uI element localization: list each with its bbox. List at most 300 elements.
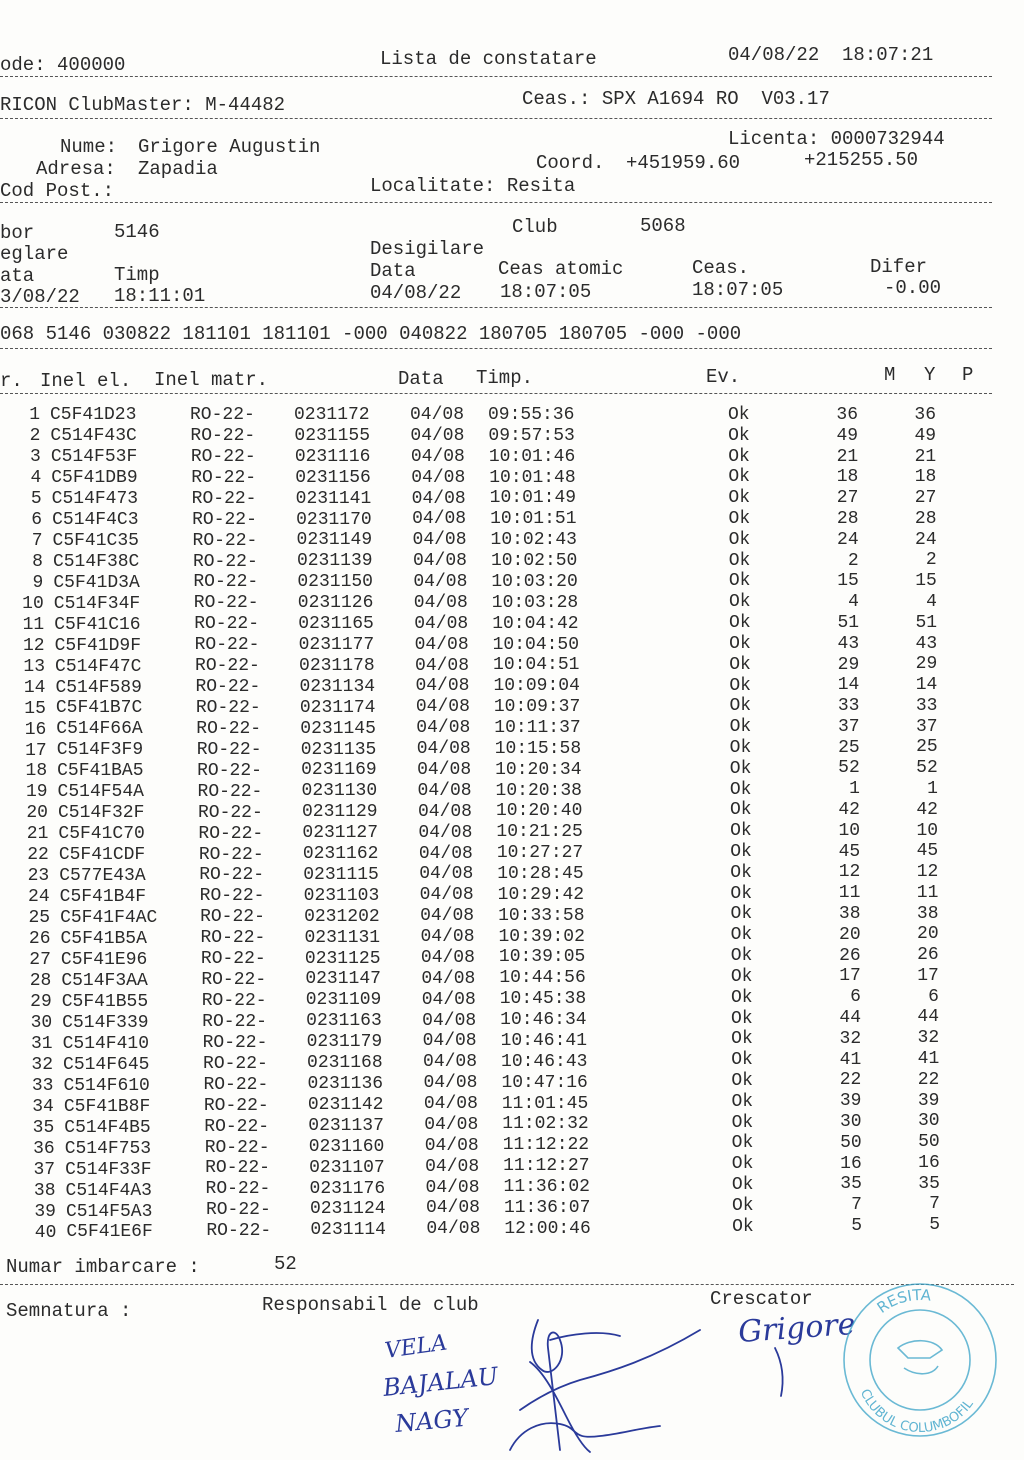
table-row [10,737,1010,762]
position-m: 29 [837,654,860,675]
position-m: 27 [836,488,859,509]
ring-electronic: C514F753 [64,1138,152,1159]
divider [0,348,992,349]
ring-number: 0231130 [301,781,378,802]
table-row [10,778,1010,803]
ring-electronic: C514F33F [65,1159,152,1180]
seal-time: 18:11:01 [114,285,206,307]
position-y: 25 [916,737,938,758]
event-status: Ok [729,758,752,779]
ring-number: 0231155 [294,425,371,446]
arrival-date: 04/08 [423,1073,478,1094]
ring-number: 0231103 [303,885,380,906]
license-number: Licenta: 0000732944 [728,128,945,150]
divider [0,118,992,119]
ring-prefix: RO-22- [201,991,267,1012]
arrival-time: 09:57:53 [488,425,575,446]
ring-electronic: C5F41C35 [52,530,139,551]
position-y: 24 [915,529,937,550]
position-m: 4 [848,592,859,613]
ring-prefix: RO-22- [206,1221,272,1242]
position-y: 18 [914,467,937,488]
arrival-date: 04/08 [423,1094,478,1115]
arrival-time: 10:11:37 [494,717,581,738]
arrival-time: 11:36:07 [503,1197,591,1218]
arrival-date: 04/08 [426,1219,481,1240]
boarding-count: 52 [274,1253,297,1275]
event-status: Ok [728,592,751,613]
row-number: 7 [31,530,43,551]
event-status: Ok [729,717,752,738]
table-row [10,531,1010,552]
position-m: 38 [838,904,861,924]
position-m: 44 [839,1007,862,1028]
difference-label: Difer [870,256,928,278]
ring-prefix: RO-22- [195,677,261,698]
ring-number: 0231125 [304,948,381,969]
col-header-m: M [884,364,896,386]
table-row [10,591,1010,615]
club-label: Club [512,216,558,238]
arrival-time: 10:27:27 [496,843,584,864]
code-label: ode: 400000 [0,54,126,76]
ring-prefix: RO-22- [198,844,264,865]
arrival-date: 04/08 [415,655,470,676]
arrival-time: 10:20:40 [495,801,583,822]
table-row [10,489,1010,510]
position-y: 35 [918,1173,940,1194]
arrival-time: 10:01:51 [490,509,577,530]
row-number: 17 [25,740,47,761]
ring-number: 0231124 [309,1199,386,1220]
ring-electronic: C5F41C16 [54,614,141,635]
position-y: 1 [927,778,938,799]
row-number: 24 [28,887,50,908]
ring-prefix: RO-22- [192,530,258,551]
event-status: Ok [729,800,752,821]
arrival-date: 04/08 [421,989,476,1010]
col-header-time: Timp. [476,367,534,389]
event-status: Ok [728,467,750,488]
event-status: Ok [731,1133,754,1154]
print-datetime: 04/08/22 18:07:21 [728,44,934,66]
position-y: 2 [925,550,937,571]
arrival-time: 11:12:27 [503,1156,590,1177]
position-m: 39 [839,1091,862,1112]
handwritten-vela: VELA [383,1330,449,1364]
arrival-date: 04/08 [417,780,472,801]
ring-number: 0231202 [304,906,380,927]
position-y: 38 [916,903,939,924]
ring-electronic: C514F43C [50,425,137,446]
position-m: 30 [839,1111,862,1132]
position-y: 27 [914,488,937,509]
arrival-time: 10:01:49 [489,488,577,509]
event-status: Ok [730,946,753,967]
ring-electronic: C514F3F9 [56,740,144,761]
position-y: 15 [915,571,937,592]
ring-prefix: RO-22- [205,1200,271,1221]
ring-electronic: C514F34F [53,593,141,614]
position-y: 33 [915,695,938,716]
row-number: 19 [25,782,48,803]
boarding-label: Numar imbarcare : [6,1256,200,1278]
arrival-date: 04/08 [413,572,468,593]
ring-number: 0231150 [297,572,373,593]
row-number: 33 [31,1076,54,1097]
ring-number: 0231156 [295,467,371,488]
row-number: 22 [27,845,49,866]
divider [0,393,992,394]
ring-electronic: C514F610 [63,1075,150,1096]
ring-electronic: C514F589 [55,677,142,698]
arrival-date: 04/08 [422,1010,477,1031]
seal-time-label: Timp [114,264,160,286]
position-m: 51 [837,612,860,633]
ring-electronic: C577E43A [59,866,146,887]
event-status: Ok [729,654,751,675]
event-status: Ok [728,405,750,425]
position-y: 39 [917,1090,940,1111]
ring-electronic: C5F41D9F [54,635,142,656]
col-header-ring-el: Inel el. [40,370,132,392]
position-m: 52 [838,758,860,779]
position-y: 52 [916,758,938,779]
seal-date-label: ata [0,265,35,287]
table-row [10,758,1010,782]
col-header-p: P [962,364,974,386]
position-m: 24 [837,529,859,550]
ring-electronic: C514F339 [62,1012,149,1033]
arrival-time: 10:15:58 [494,738,582,759]
position-y: 30 [917,1111,940,1132]
position-y: 36 [914,405,936,425]
arrival-date: 04/08 [410,405,465,425]
ring-electronic: C514F47C [55,656,142,677]
ring-electronic: C5F41BA5 [57,761,144,782]
table-row [10,510,1010,531]
position-m: 28 [836,508,859,529]
coord-latitude: +451959.60 [626,152,741,174]
row-number: 21 [26,824,49,845]
position-m: 20 [839,924,861,945]
arrival-date: 04/08 [419,864,474,885]
ring-prefix: RO-22- [205,1158,270,1179]
row-number: 14 [23,677,46,698]
arrival-time: 10:21:25 [496,822,583,843]
position-m: 6 [850,987,861,1008]
ring-prefix: RO-22- [202,1011,267,1032]
event-status: Ok [728,509,751,530]
divider [0,307,992,308]
ring-electronic: C5F41B55 [61,991,149,1012]
ring-prefix: RO-22- [191,467,257,488]
row-number: 4 [30,467,42,488]
ring-prefix: RO-22- [193,572,259,593]
position-y: 41 [917,1049,940,1070]
row-number: 6 [31,509,43,530]
ring-electronic: C514F32F [57,803,145,824]
ring-number: 0231179 [306,1032,383,1053]
position-m: 45 [838,841,861,862]
arrival-time: 10:01:46 [488,446,576,467]
arrival-time: 10:46:34 [500,1010,587,1031]
unseal-date: 04/08/22 [370,282,462,304]
arrival-date: 04/08 [414,613,469,634]
table-row [10,654,1010,678]
arrival-date: 04/08 [416,718,471,739]
bor-label: bor [0,222,35,244]
arrival-time: 10:46:41 [500,1030,588,1051]
name-label: Nume: [60,136,118,158]
position-m: 32 [839,1028,862,1049]
ring-electronic: C514F4C3 [52,509,139,530]
arrival-date: 04/08 [410,425,465,446]
club-stamp [838,1278,1002,1442]
row-number: 16 [24,719,47,740]
club-value: 5068 [640,215,686,237]
position-y: 43 [915,633,938,654]
coord-longitude: +215255.50 [804,149,919,171]
col-header-y: Y [924,364,936,386]
ring-electronic: C5F41B7C [55,698,143,719]
event-status: Ok [728,550,751,571]
ring-electronic: C5F41E6F [66,1222,153,1243]
ring-electronic: C514F38C [52,551,140,572]
ring-number: 0231126 [297,593,374,614]
event-status: Ok [728,446,750,467]
ring-prefix: RO-22- [204,1116,270,1137]
row-number: 8 [32,551,43,572]
row-number: 35 [32,1117,55,1138]
ring-electronic: C514F4B5 [64,1117,151,1138]
ring-electronic: C5F41C70 [58,824,145,845]
row-number: 13 [23,656,46,677]
event-status: Ok [728,425,750,446]
row-number: 25 [28,908,51,929]
ring-prefix: RO-22- [202,1032,268,1053]
ring-prefix: RO-22- [195,698,261,719]
position-m: 49 [836,425,859,446]
position-m: 35 [840,1174,862,1195]
arrival-date: 04/08 [411,467,466,488]
ring-number: 0231169 [301,760,377,781]
position-y: 49 [914,425,937,446]
position-m: 11 [838,883,861,904]
ring-prefix: RO-22- [204,1137,270,1158]
position-y: 44 [917,1007,940,1028]
position-y: 21 [914,446,937,467]
ring-prefix: RO-22- [198,823,264,844]
table-row [10,552,1010,573]
position-y: 7 [929,1194,940,1215]
arrival-time: 10:39:02 [498,926,585,947]
event-status: Ok [730,966,753,987]
ring-number: 0231147 [305,969,381,990]
event-status: Ok [732,1216,754,1237]
ring-prefix: RO-22- [194,635,260,656]
position-y: 22 [917,1069,940,1090]
ring-number: 0231127 [302,823,379,844]
ring-number: 0231149 [296,530,373,551]
postcode-label: Cod Post.: [0,180,115,202]
unsealing-label: Desigilare [370,238,485,260]
row-number: 5 [30,488,42,509]
arrival-time: 10:29:42 [497,884,585,905]
coord-label: Coord. [536,152,605,174]
arrival-date: 04/08 [415,676,470,697]
position-m: 37 [837,716,860,737]
ring-number: 0231174 [299,697,376,718]
event-status: Ok [730,925,753,946]
col-header-event: Ev. [706,366,741,388]
ring-prefix: RO-22- [197,781,263,802]
row-number: 27 [29,950,51,971]
ring-number: 0231142 [307,1094,384,1115]
position-m: 22 [839,1070,862,1091]
arrival-date: 04/08 [412,509,467,530]
event-status: Ok [728,529,751,550]
position-m: 41 [839,1049,862,1070]
ring-prefix: RO-22- [201,970,267,991]
ring-electronic: C5F41CDF [58,845,146,866]
ring-number: 0231109 [305,990,382,1011]
position-m: 25 [838,737,860,758]
event-status: Ok [730,883,753,904]
position-y: 10 [916,820,939,841]
ring-number: 0231114 [310,1220,386,1241]
event-status: Ok [730,862,752,883]
position-y: 12 [916,862,939,883]
handwritten-nagy: NAGY [394,1403,470,1438]
arrival-date: 04/08 [411,488,466,509]
position-y: 5 [929,1215,941,1236]
row-number: 38 [33,1180,56,1201]
row-number: 23 [27,866,50,887]
position-m: 16 [840,1153,862,1174]
arrival-time: 10:20:34 [495,759,582,780]
ring-number: 0231178 [299,655,375,676]
ring-prefix: RO-22- [203,1053,268,1074]
ring-number: 0231160 [308,1136,385,1157]
position-m: 12 [838,862,861,883]
arrival-time: 09:55:36 [488,405,575,425]
encoded-line: 068 5146 030822 181101 181101 -000 040822 180705 180705 -000 -000 [0,323,742,345]
arrival-time: 10:09:04 [493,676,580,697]
table-row [10,573,1010,594]
ring-prefix: RO-22- [196,718,262,739]
event-status: Ok [731,1195,754,1216]
position-y: 17 [917,965,939,986]
sealing-label: eglare [0,243,69,265]
arrival-time: 12:00:46 [504,1218,591,1239]
arrival-date: 04/08 [418,843,473,864]
arrival-time: 11:01:45 [501,1093,589,1114]
row-number: 31 [30,1034,53,1055]
position-m: 14 [837,675,860,696]
position-m: 5 [851,1215,863,1236]
row-number: 26 [28,929,51,950]
event-status: Ok [731,1008,753,1029]
position-m: 26 [839,945,861,966]
event-status: Ok [729,675,751,696]
arrival-time: 10:33:58 [498,905,585,926]
ring-number: 0231129 [301,802,378,823]
ring-electronic: C514F645 [63,1054,150,1075]
stamp-text-top: RESITA [873,1285,932,1317]
arrival-time: 10:28:45 [497,864,584,884]
row-number: 28 [29,971,52,992]
ring-electronic: C5F41F4AC [60,908,158,929]
unseal-date-label: Data [370,260,416,282]
stamp-text-bottom: CLUBUL COLUMBOFIL [856,1386,977,1437]
table-row [10,675,1010,699]
row-number: 11 [22,614,45,635]
arrival-date: 04/08 [415,697,470,718]
ring-electronic: C514F53F [50,446,138,467]
event-status: Ok [731,1029,753,1050]
row-number: 1 [29,405,40,425]
ring-prefix: RO-22- [193,593,259,614]
ring-electronic: C514F66A [56,719,143,740]
event-status: Ok [731,1174,754,1195]
address-label: Adresa: [36,158,116,180]
row-number: 30 [30,1013,53,1034]
position-m: 15 [837,571,859,592]
divider [0,202,992,203]
atomic-time: 18:07:05 [500,281,592,303]
ring-number: 0231162 [302,844,379,865]
row-number: 37 [33,1159,56,1180]
breeder-signature-text: Grigore [737,1306,857,1350]
position-y: 32 [917,1028,940,1049]
position-m: 43 [837,633,860,654]
ring-number: 0231170 [296,509,372,530]
arrival-time: 10:03:28 [491,592,579,613]
event-status: Ok [730,904,753,925]
arrival-time: 11:36:02 [503,1176,590,1197]
ring-prefix: RO-22- [192,509,257,530]
ring-number: 0231177 [298,634,375,655]
clock-time: 18:07:05 [692,279,784,301]
row-number: 18 [25,761,48,782]
position-y: 16 [918,1152,940,1173]
ring-prefix: RO-22- [196,739,262,760]
ring-number: 0231131 [304,927,381,948]
arrival-date: 04/08 [412,530,467,551]
ring-prefix: RO-22- [203,1095,269,1116]
ring-prefix: RO-22- [190,446,256,467]
table-row [10,716,1010,741]
position-y: 26 [917,945,939,966]
ring-prefix: RO-22- [197,802,263,823]
event-status: Ok [731,1070,753,1091]
arrival-date: 04/08 [420,947,475,968]
ring-number: 0231137 [308,1115,384,1136]
ring-number: 0231176 [309,1178,386,1199]
row-number: 12 [23,635,45,656]
col-header-date: Data [398,368,444,390]
club-signatures [370,1300,730,1460]
table-row [10,405,1010,426]
position-m: 21 [836,446,859,467]
ring-prefix: RO-22- [199,865,265,886]
signature-label: Semnatura : [6,1300,132,1322]
atomic-clock-label: Ceas atomic [498,258,624,280]
position-y: 28 [914,508,937,529]
position-y: 50 [918,1132,940,1153]
arrival-time: 11:12:22 [502,1135,590,1156]
